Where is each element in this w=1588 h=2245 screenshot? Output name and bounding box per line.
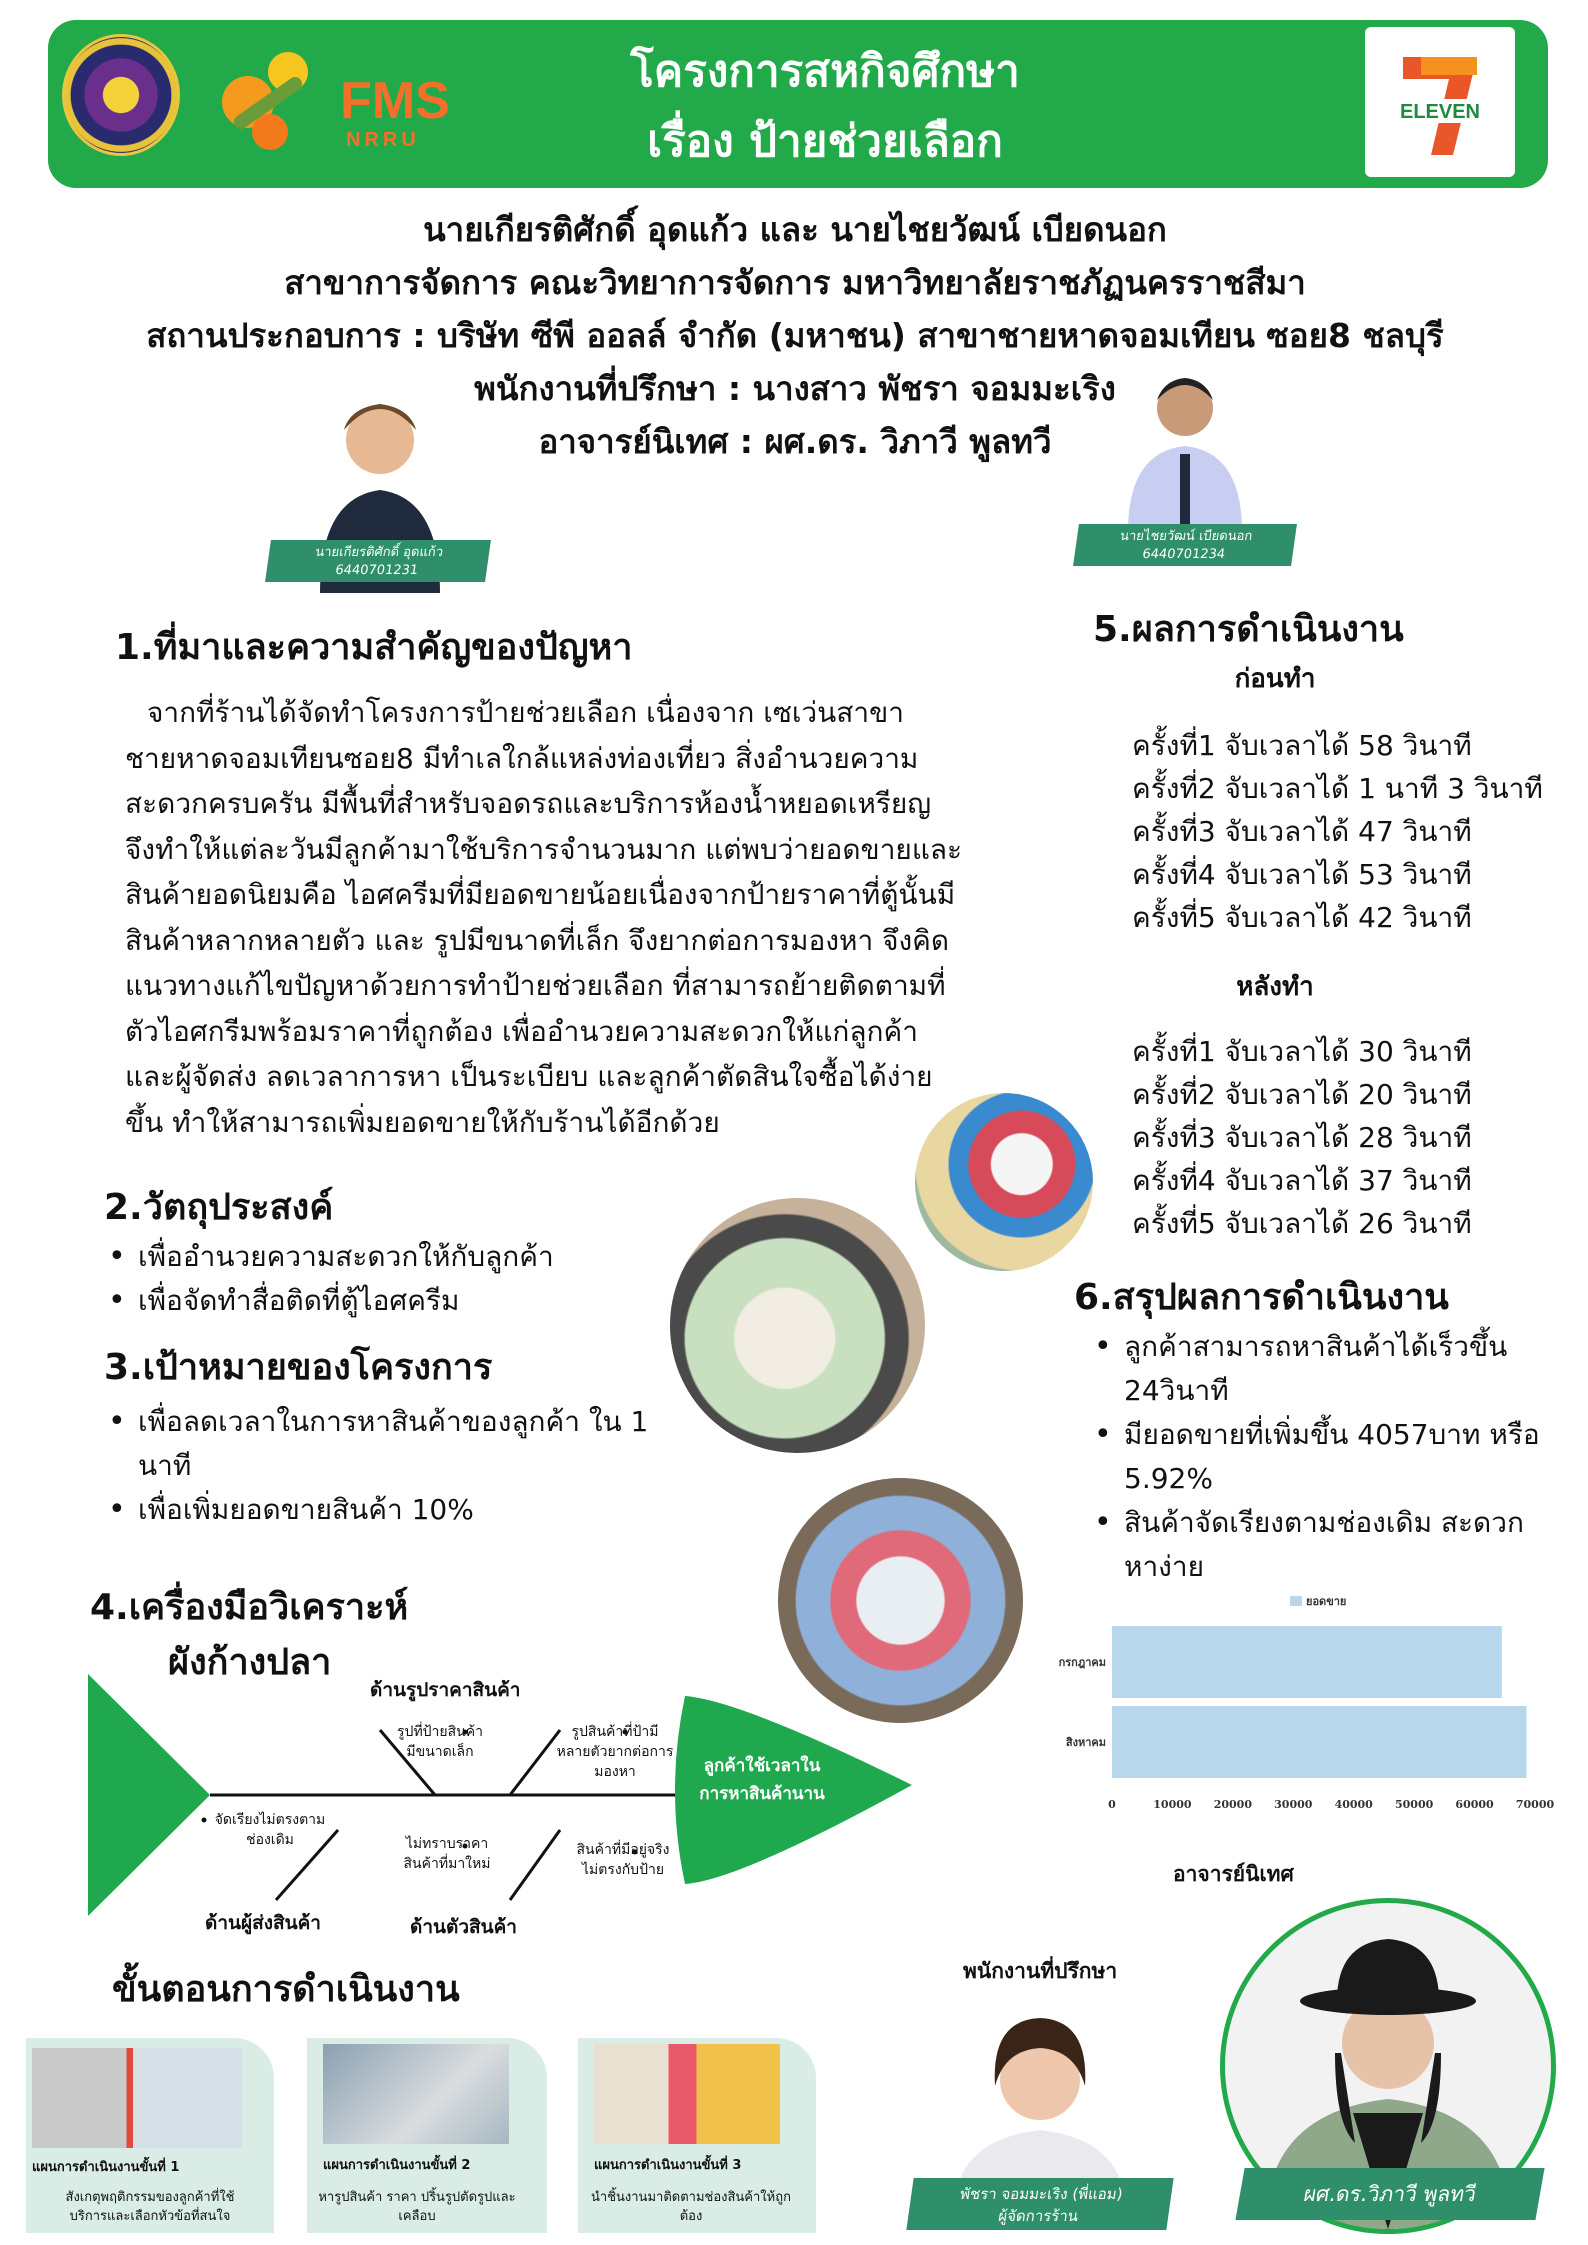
mentor-heading: พนักงานที่ปรึกษา [963, 1959, 1118, 1983]
student-tag-2 [1073, 524, 1297, 566]
fishbone-cat-deliverer: ด้านผู้ส่งสินค้า [205, 1912, 321, 1934]
bar-1 [1112, 1706, 1527, 1778]
student-1-id: 6440701231 [334, 563, 420, 578]
after-result-line: ครั้งที่5 จับเวลาได้ 26 วินาที [1132, 1207, 1472, 1240]
section1-line: ขึ้น ทำให้สามารถเพิ่มยอดขายให้กับร้านได้อีกด้วย [125, 1105, 720, 1139]
bar-0 [1112, 1626, 1502, 1698]
bone-upper-right [510, 1730, 560, 1795]
before-result-line: ครั้งที่5 จับเวลาได้ 42 วินาที [1132, 901, 1472, 934]
after-results [1132, 1030, 1562, 1245]
step-3-photo [594, 2044, 780, 2144]
before-label: ก่อนทำ [1234, 664, 1316, 694]
legend-label: ยอดขาย [1306, 1595, 1347, 1608]
fishbone-cat-product: ด้านตัวสินค้า [410, 1916, 517, 1938]
step-card-3 [578, 2038, 816, 2233]
fishbone-cause-4: ไม่ทราบราคาสินค้าที่มาใหม่ [403, 1836, 491, 1872]
section3-list [104, 1400, 694, 1532]
fms-logo [200, 40, 480, 160]
section1-line: สินค้ายอดนิยมคือ ไอศครีมที่มียอดขายน้อยเนื่องจากป้ายราคาที่ตู้นั้นมี [125, 878, 956, 911]
section1-line: แนวทางแก้ไขปัญหาด้วยการทำป้ายช่วยเลือก ที่สามารถย้ายติดตามที่ [125, 969, 946, 1002]
after-result-line: ครั้งที่4 จับเวลาได้ 37 วินาที [1132, 1164, 1472, 1197]
section1-title: 1.ที่มาและความสำคัญของปัญหา [115, 627, 633, 668]
student-2-name: นายไชยวัฒน์ เบียดนอก [1119, 529, 1254, 544]
step-1-desc: สังเกตุพฤติกรรมของลูกค้าที่ใช้บริการและเลือกหัวข้อที่สนใจ [65, 2190, 235, 2224]
photo-store-freezer [778, 1478, 1023, 1723]
advisor-line: อาจารย์นิเทศ : ผศ.ดร. วิภาวี พูลทวี [538, 422, 1052, 461]
section2-list [104, 1235, 684, 1323]
fishbone-cause-2: รูปสินค้าที่ป้ามีหลายตัวยากต่อการมองหา [556, 1724, 674, 1780]
after-result-line: ครั้งที่3 จับเวลาได้ 28 วินาที [1132, 1121, 1472, 1154]
before-result-line: ครั้งที่4 จับเวลาได้ 53 วินาที [1132, 858, 1472, 891]
step-2-desc: หารูปสินค้า ราคา ปริ้นรูปตัดรูปและเคลือบ [318, 2190, 516, 2224]
x-tick-label: 30000 [1274, 1798, 1313, 1811]
fishbone-problem: ลูกค้าใช้เวลาในการหาสินค้านาน [699, 1756, 825, 1804]
photo-cutting-labels [670, 1198, 925, 1453]
fishbone-cat-price: ด้านรูปราคาสินค้า [370, 1679, 521, 1701]
poster-title: โครงการสหกิจศึกษา [630, 46, 1020, 97]
section1-line: และผู้จัดส่ง ลดเวลาการหา เป็นระเบียบ และลูกค้าตัดสินใจซื้อได้ง่าย [125, 1060, 933, 1093]
workplace-line: สถานประกอบการ : บริษัท ซีพี ออลล์ จำกัด (มหาชน) สาขาชายหาดจอมเทียน ซอย8 ชลบุรี [146, 316, 1444, 355]
category-label: กรกฎาคม [1058, 1656, 1106, 1669]
mentor-photo [945, 1990, 1135, 2210]
legend-swatch [1290, 1596, 1302, 1606]
step-1-photo [32, 2048, 242, 2148]
goal-item: • เพื่อเพิ่มยอดขายสินค้า 10% [104, 1488, 694, 1532]
x-tick-label: 40000 [1334, 1798, 1373, 1811]
poster-subtitle: เรื่อง ป้ายช่วยเลือก [647, 116, 1003, 167]
section3-title: 3.เป้าหมายของโครงการ [104, 1347, 493, 1388]
mentor-role: ผู้จัดการร้าน [997, 2207, 1080, 2225]
section1-line: จึงทำให้แต่ละวันมีลูกค้ามาใช้บริการจำนวนมาก แต่พบว่ายอดขายและ [125, 832, 963, 866]
section4-subtitle: ผังก้างปลา [168, 1642, 332, 1683]
summary-item: • ลูกค้าสามารถหาสินค้าได้เร็วขึ้น 24วินาที [1090, 1325, 1540, 1413]
bone-lower-right [510, 1830, 560, 1900]
eleven-logo-text: ELEVEN [1399, 101, 1481, 123]
category-label: สิงหาคม [1065, 1736, 1106, 1749]
section1-line: จากที่ร้านได้จัดทำโครงการป้ายช่วยเลือก เนื่องจาก เซเว่นสาขา [147, 696, 904, 729]
fms-logo-subtext: NRRU [346, 129, 420, 151]
department-line: สาขาการจัดการ คณะวิทยาการจัดการ มหาวิทยาลัยราชภัฏนครราชสีมา [284, 263, 1306, 302]
objective-item: • เพื่อจัดทำสื่อติดที่ตู้ไอศครีม [104, 1279, 684, 1323]
mentor-name: พัชรา จอมมะเริง (พี่แอม) [958, 2185, 1124, 2203]
step-3-title: แผนการดำเนินงานขั้นที่ 3 [594, 2158, 742, 2173]
summary-item: • มียอดขายที่เพิ่มขึ้น 4057บาท หรือ 5.92% [1090, 1413, 1540, 1501]
advisor-name-tag [1235, 2168, 1544, 2220]
student-tag-1 [265, 540, 491, 582]
advisor-heading: อาจารย์นิเทศ [1173, 1862, 1294, 1886]
step-card-1 [26, 2038, 274, 2233]
section2-title: 2.วัตถุประสงค์ [104, 1187, 334, 1228]
fishbone-tail [88, 1674, 210, 1916]
section1-body [125, 690, 1065, 1145]
goal-item: • เพื่อลดเวลาในการหาสินค้าของลูกค้า ใน 1 นาที [104, 1400, 694, 1488]
sales-chart [1030, 1592, 1560, 1832]
fms-logo-text: FMS [340, 72, 450, 130]
x-tick-label: 60000 [1455, 1798, 1494, 1811]
section1-line: ตัวไอศกรีมพร้อมราคาที่ถูกต้อง เพื่ออำนวยความสะดวกให้แก่ลูกค้า [125, 1014, 918, 1048]
summary-item: • สินค้าจัดเรียงตามช่องเดิม สะดวก หาง่าย [1090, 1501, 1540, 1589]
after-result-line: ครั้งที่1 จับเวลาได้ 30 วินาที [1132, 1035, 1472, 1068]
student-1-name: นายเกียรติศักดิ์ อุดแก้ว [314, 545, 445, 560]
before-result-line: ครั้งที่2 จับเวลาได้ 1 นาที 3 วินาที [1132, 772, 1543, 805]
section6-title: 6.สรุปผลการดำเนินงาน [1074, 1277, 1449, 1318]
student-photo-2 [1110, 362, 1260, 532]
section1-line: สินค้าหลากหลายตัว และ รูปมีขนาดที่เล็ก จึงยากต่อการมองหา จึงคิด [125, 923, 950, 957]
before-results [1132, 724, 1562, 939]
objective-item: • เพื่ออำนวยความสะดวกให้กับลูกค้า [104, 1235, 684, 1279]
x-tick-label: 70000 [1515, 1798, 1555, 1811]
mentor-name-tag [906, 2178, 1173, 2230]
section6-list [1090, 1325, 1540, 1589]
student-2-id: 6440701234 [1141, 547, 1227, 562]
fishbone-cause-1: รูปที่ป้ายสินค้ามีขนาดเล็ก [397, 1724, 483, 1760]
step-1-title: แผนการดำเนินงานขั้นที่ 1 [32, 2160, 180, 2175]
section5-title: 5.ผลการดำเนินงาน [1093, 609, 1404, 650]
x-tick-label: 20000 [1213, 1798, 1252, 1811]
university-seal-logo [62, 34, 180, 156]
section4-title: 4.เครื่องมือวิเคราะห์ [90, 1587, 409, 1628]
mentor-line: พนักงานที่ปรึกษา : นางสาว พัชรา จอมมะเริง [474, 369, 1116, 408]
step-2-photo [323, 2044, 509, 2144]
after-result-line: ครั้งที่2 จับเวลาได้ 20 วินาที [1132, 1078, 1472, 1111]
after-label: หลังทำ [1236, 972, 1314, 1002]
section1-line: สะดวกครบครัน มีพื้นที่สำหรับจอดรถและบริการห้องน้ำหยอดเหรียญ [125, 787, 932, 820]
before-result-line: ครั้งที่3 จับเวลาได้ 47 วินาที [1132, 815, 1472, 848]
advisor-name: ผศ.ดร.วิภาวี พูลทวี [1301, 2182, 1479, 2206]
x-tick-label: 10000 [1153, 1798, 1192, 1811]
fishbone-cause-5: สินค้าที่มีอยู่จริงไม่ตรงกับป้าย [576, 1842, 670, 1878]
section1-line: ชายหาดจอมเทียนซอย8 มีทำเลใกล้แหล่งท่องเที่ยว สิ่งอำนวยความ [125, 741, 919, 775]
step-3-desc: นำชิ้นงานมาติดตามช่องสินค้าให้ถูกต้อง [591, 2190, 791, 2224]
before-result-line: ครั้งที่1 จับเวลาได้ 58 วินาที [1132, 729, 1472, 762]
step-card-2 [307, 2038, 547, 2233]
fishbone-cause-3: จัดเรียงไม่ตรงตามช่องเดิม [214, 1812, 326, 1848]
seven-eleven-logo [1365, 27, 1515, 177]
x-tick-label: 0 [1108, 1798, 1116, 1811]
student-names: นายเกียรติศักดิ์ อุดแก้ว และ นายไชยวัฒน์ เบียดนอก [423, 210, 1167, 249]
photo-freezer-closeup [915, 1093, 1093, 1271]
x-tick-label: 50000 [1395, 1798, 1434, 1811]
step-2-title: แผนการดำเนินงานขั้นที่ 2 [323, 2158, 471, 2173]
steps-title: ขั้นตอนการดำเนินงาน [112, 1969, 460, 2010]
